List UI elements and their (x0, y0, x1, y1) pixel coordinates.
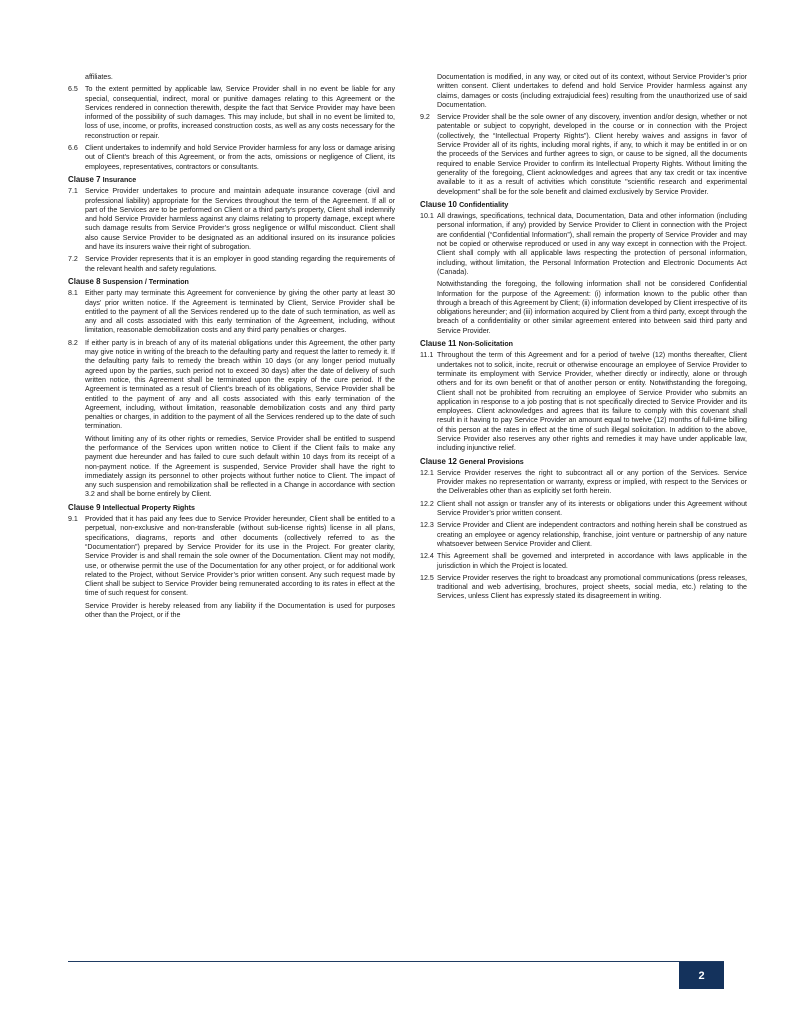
footer-rule (68, 961, 724, 962)
clause-title: Insurance (102, 175, 137, 184)
clause-item (420, 113, 747, 197)
clause-text: Service Provider reserves the right to broadcast any promotional communications (press releases, traditional and web advertising, brochures, project sheets, social media, etc.) relating to the Services, unless Client has expressly stated its disagreement in writing. (437, 573, 747, 601)
paragraph: affiliates. (85, 73, 113, 81)
clause-title: Non-Solicitation (458, 340, 514, 349)
clause-title: Confidentiality (459, 200, 509, 209)
clause-label: Clause 12 (420, 456, 457, 466)
clause-number: 12.5 (420, 573, 434, 582)
clause-text: Provided that it has paid any fees due to Service Provider hereunder, Client shall be entitled to a perpetual, non-exclusive and non-transferable (without sub-license rights) license in all plans, specifications, diagrams, reports and other documents (collectively referred to as the “Documentation”) prepared by Service Provider for its use in the Project. For greater clarity, Service Provider is and shall remain the sole owner of the Documentation. Client may not modify, use, or otherwise permit the use of the Documentation for any other project, or for additional work related to the Project, without Service Provider’s prior written consent. Any such request made by Client shall be subject to Service Provider being remunerated according to its rates in effect at the time of such request for consent. (85, 515, 395, 598)
clause-number: 7.1 (68, 187, 78, 196)
clause-number: 8.1 (68, 289, 78, 298)
paragraph: Service Provider is hereby released from any liability if the Documentation is used for purposes other than the Project, or if the (85, 601, 395, 620)
paragraph: Without limiting any of its other rights or remedies, Service Provider shall be entitled to suspend the performance of the Services upon written notice to Client if the Client fails to make any payment due hereunder and has failed to cure such default within 10 days from its receipt of a non-payment notice. If the Agreement is suspended, Service Provider shall have the right to immediately assign its personnel to other projects without further notice to Client. The impact of any such suspension and remobilization shall be reflected in a Change in accordance with section 3.2 and shall be borne entirely by Client. (85, 434, 395, 499)
paragraph: Notwithstanding the foregoing, the following information shall not be considered Confidential Information for the purpose of the Agreement: (i) information known to the public other than through a breach of this Agreement by Client; (ii) information developed by Client irrespective of its obligations hereunder; and (iii) information acquired by Client from a third party, except through the breach of a confidentiality or other similar agreement entered into between said third party and Service Provider. (437, 280, 747, 335)
clause-number: 8.2 (68, 338, 78, 347)
clause-heading (420, 457, 747, 467)
clause-text: Service Provider reserves the right to subcontract all or any portion of the Services. Service Provider makes no representation or warranty, express or implied, with respect to the Services or the Deliverables other than as explicitly set forth herein. (437, 468, 747, 496)
clause-title: Suspension / Termination (102, 277, 189, 286)
clause-text: Throughout the term of this Agreement and for a period of twelve (12) months thereafter, Client undertakes not to solicit, incite, recruit or otherwise encourage an employee of Service Provider to terminate its employment with Service Provider, whether directly or indirectly, alone or through others and for its own benefit or that of another person or entity. Notwithstanding the foregoing, Client shall not be prohibited from recruiting an employee of Service Provider who submits an application in response to a job posting that is not specifically directed to Service Provider and its employees. Client acknowledges and agrees that its failure to comply with this covenant shall result in it having to pay Service Provider an amount equal to twelve (12) months of full-time billing of this person at the rates in effect at the time of such illegal solicitation. In addition to the above, Service Provider also reserves any other rights and remedies it may have under applicable law, including injunctive relief. (437, 351, 747, 453)
clause-text: Client shall not assign or transfer any of its interests or obligations under this Agreement without Service Provider’s prior written consent. (437, 499, 747, 518)
clause-label: Clause 10 (420, 199, 457, 209)
clause-label: Clause 8 (68, 276, 101, 286)
clause-text: If either party is in breach of any of its material obligations under this Agreement, the other party may give notice in writing of the breach to the defaulting party and request the latter to remedy it. If the defaulting party fails to remedy the breach within 10 days (or any longer period mutually agreed upon by the parties, such period not to exceed 30 days) after the date of delivery of such written notice, this Agreement shall be terminated upon the expiry of the cure period. If the Agreement is terminated as a result of Client’s breach of its obligations, Service Provider shall be entitled to the payment of any and all costs associated with this early termination of the Agreement, including, without limitation, reasonable demobilization costs and any third party penalties or charges, in addition to the payment of all the Services rendered up to the date of such termination. (85, 338, 395, 431)
page-number-box (679, 962, 724, 989)
clause-item (420, 212, 747, 277)
clause-item (68, 85, 395, 141)
clause-number: 10.1 (420, 212, 434, 221)
clause-number: 12.2 (420, 499, 434, 508)
clause-text: Service Provider and Client are independent contractors and nothing herein shall be construed as creating an employee or agency relationship, franchise, joint venture or partnership of any nature whatsoever between Service Provider and Client. (437, 521, 747, 548)
clause-number: 9.2 (420, 113, 430, 122)
clause-title: General Provisions (459, 457, 524, 466)
clause-item (68, 515, 395, 599)
clause-text: To the extent permitted by applicable law, Service Provider shall in no event be liable for any special, consequential, indirect, moral or punitive damages relating to this Agreement or the Services rendered in connection therewith, despite the fact that Service Provider may have been informed of the possibility of such damages. This may include, but shall in no event be limited to, loss of use, income, or profits, increased construction costs, as well as any costs necessary for the reconstruction or repair. (85, 85, 395, 140)
clause-label: Clause 7 (68, 174, 101, 184)
clause-text: Service Provider undertakes to procure and maintain adequate insurance coverage (civil and professional liability) appropriate for the Services throughout the term of the Agreement. If all or part of the Services are to be performed on Client or a third party’s property, Client shall indemnify and hold Service Provider harmless against any claims relating to property damage, except where such damage results from Service Provider’s gross negligence or willful misconduct. Client shall also cause Service Provider to be designated as an additional insured on its insurance policies and have its insurers waive their right of subrogation. (85, 187, 395, 252)
clause-item (420, 521, 747, 549)
clause-number: 7.2 (68, 255, 78, 264)
clause-item (420, 469, 747, 497)
clause-title: Intellectual Property Rights (102, 503, 195, 512)
clause-item (68, 144, 395, 172)
clause-heading (420, 339, 747, 349)
clause-item (68, 187, 395, 252)
clause-text: Client undertakes to indemnify and hold Service Provider harmless for any loss or damage arising out of Client’s breach of this Agreement, or from the acts, omissions or negligence of Client, its employees, representatives, contractors or consultants. (85, 144, 395, 171)
right-column (420, 73, 747, 605)
clause-item (420, 351, 747, 453)
left-column (68, 73, 395, 623)
clause-text: Service Provider shall be the sole owner of any discovery, invention and/or design, whether or not patentable or subject to copyright, developed in the course or in connection with the Project (collectively, the “Intellectual Property Rights”). Client hereby waives and assigns in favor of Service Provider all of its rights, including moral rights, if any, to which it may be entitled in or on the proceeds of the Services and further agrees to sign, or cause to be signed, all the documents required to enable Service Provider to confirm its Intellectual Property Rights. Without limiting the generality of the foregoing, Client acknowledges and agrees that any tax credit or tax incentive available to it as a result of activities which constitute "scientific research and experimental development" shall be for the sole benefit and claimed exclusively by Service Provider. (437, 113, 747, 196)
clause-text: All drawings, specifications, technical data, Documentation, Data and other information (including personal information, if any) provided by Service Provider to Client in connection with the Project are confidential (“Confidential Information”), shall remain the property of Service Provider and may not be copied or otherwise reproduced or used in any way except in connection with the Project. Client shall comply with all applicable laws respecting the protection of personal information, including, without limitation, the Personal Information Protection and Electronic Documents Act (Canada). (437, 212, 747, 276)
clause-heading (68, 503, 395, 513)
clause-item (68, 289, 395, 335)
clause-item (420, 574, 747, 602)
clause-item (68, 339, 395, 432)
clause-number: 12.1 (420, 468, 434, 477)
page-number: 2 (698, 969, 705, 982)
clause-label: Clause 9 (68, 502, 101, 512)
clause-text: This Agreement shall be governed and interpreted in accordance with laws applicable in the jurisdiction in which the Project is located. (437, 552, 747, 570)
clause-number: 12.4 (420, 552, 434, 561)
clause-text: Service Provider represents that it is an employer in good standing regarding the requirements of the relevant health and safety regulations. (85, 255, 395, 273)
clause-text: Either party may terminate this Agreement for convenience by giving the other party at least 30 days' prior written notice. If the Agreement is terminated by Client, Service Provider shall be entitled to the payment of all the Services rendered up to the date of such termination, as well as any and all costs associated with this early termination of the Agreement, including, without limitation, reasonable demobilization costs and any third party penalties or charges. (85, 289, 395, 335)
clause-number: 6.6 (68, 144, 78, 153)
clause-heading (68, 175, 395, 185)
clause-label: Clause 11 (420, 339, 457, 349)
clause-item (420, 552, 747, 571)
paragraph: Documentation is modified, in any way, or cited out of its context, without Service Provider’s prior written consent. Client undertakes to defend and hold Service Provider harmless against any claims, damages or costs (including extrajudicial fees) resulting from the unauthorized use of said Documentation. (437, 73, 747, 109)
clause-number: 11.1 (420, 351, 434, 360)
clause-item (420, 500, 747, 519)
clause-number: 6.5 (68, 85, 78, 94)
clause-item (68, 255, 395, 274)
clause-heading (68, 277, 395, 287)
clause-heading (420, 200, 747, 210)
clause-number: 9.1 (68, 515, 78, 524)
clause-number: 12.3 (420, 521, 434, 530)
